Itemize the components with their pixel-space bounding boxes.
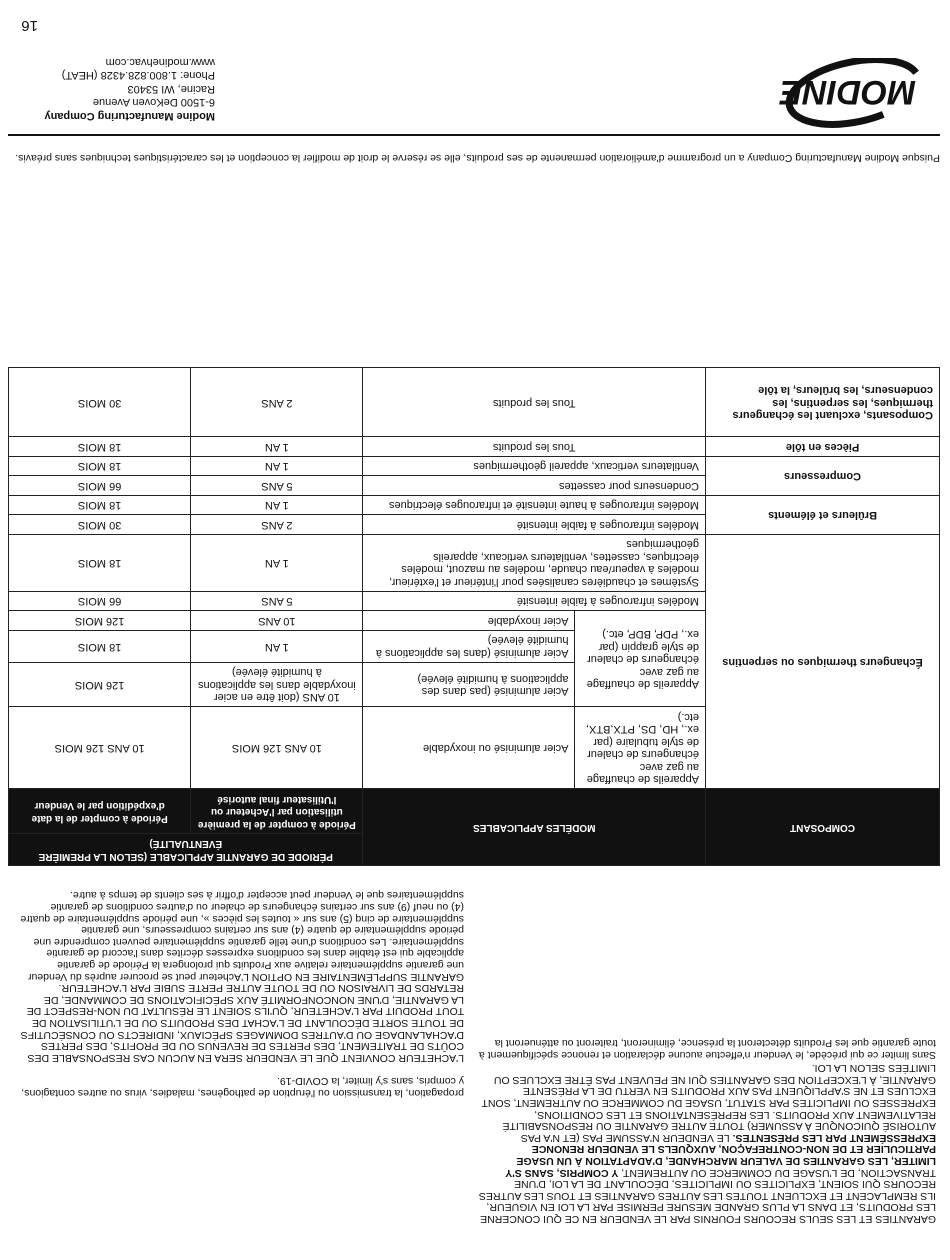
city-state: Racine, WI 53403	[127, 83, 215, 95]
period-ship-date: 126 MOIS	[9, 663, 191, 708]
page-number: 16	[21, 17, 38, 34]
model-cell: Acier inoxydable	[363, 611, 575, 631]
exclusion-text: GARANTIES ET LES SEULS RECOURS FOURNIS PAR LE VENDEUR EN CE QUI CONCERNE LES PRODUITS, ET DANS LA PLUS GRANDE MESURE PERMISE PAR LA LOI EN VIGUEUR, ILS REMPLACENT ET EXCLUENT TOUTES LES AUTRES GARANTIES ET TOUS LES AUTRES RECOURS QUI SOIENT, EXPLICITES OU IMPLICITES, DÉCOULANT DE LA LOI, D'UNE TRANSACTION, DE L'USAGE DU COMMERCE OU AUTREMENT,	[478, 1166, 936, 1225]
warranty-text-right-column	[14, 889, 464, 1098]
period-ship-date: 66 MOIS	[9, 592, 191, 612]
model-cell: Acier aluminisé (dans les applications à humidité élevée)	[363, 631, 575, 663]
pathogen-text: propagation, la transmission ou l'éruption de pathogènes, maladies, virus ou autres contagions, y compris, sans s'y limiter, la COVID-19.	[21, 1075, 464, 1099]
period-first-use: 1 AN	[191, 535, 363, 592]
period-ship-date: 18 MOIS	[9, 631, 191, 663]
model-cell: Ventilateurs verticaux, appareil géothermiques	[363, 457, 706, 477]
period-first-use: 1 AN	[191, 496, 363, 516]
model-cell: Modèles infrarouges à faible intensité	[363, 592, 706, 612]
company-name: Modine Manufacturing Company	[44, 110, 215, 122]
phone-number: Phone: 1.800.828.4328 (HEAT)	[61, 69, 215, 82]
header-models: MODÈLES APPLICABLES	[363, 789, 706, 866]
period-ship-date: 18 MOIS	[9, 535, 191, 592]
table-row	[9, 707, 940, 789]
period-first-use: 5 ANS	[191, 476, 363, 496]
model-cell: Modèles infrarouges à faible intensité	[363, 515, 706, 535]
website-link[interactable]: www.modinehvac.com	[105, 56, 215, 68]
period-ship-date: 126 MOIS	[9, 611, 191, 631]
period-ship-date: 18 MOIS	[9, 457, 191, 477]
footnote: Puisque Modine Manufacturing Company a un programme d'amélioration permanente de ses produits, elle se réserve le droit de modifier la conception et les caractéristiques techniques sans préavis.	[15, 152, 940, 164]
model-cell: Systèmes et chaudières canalisées pour l'intérieur et l'extérieur, modèles à vapeur/eau chaude, modèles au mazout, modèles électriques, cassettes, ventilateurs verticaux, appareils géothermiques	[363, 535, 706, 592]
liability-text: LE VENDEUR N'ASSUME PAS (ET N'A PAS AUTORISÉ QUICONQUE À ASSUMER) TOUTE AUTRE GARANTIE OU RESPONSABILITÉ RELATIVEMENT AUX PRODUITS. LES REPRÉSENTATIONS ET LES CONDITIONS, EXPRESSES OU IMPLICITES PAR STATUT, USAGE DU COMMERCE OU AUTREMENT, SONT EXCLUES ET NE S'APPLIQUENT PAS AUX PRODUITS EN VERTU DE LA PRÉSENTE GARANTIE, À L'EXCEPTION DES GARANTIES QUI NE PEUVENT PAS ÊTRE EXCLUES OU LIMITÉES SELON LA LOI.	[481, 1062, 936, 1144]
period-ship-date: 30 MOIS	[9, 515, 191, 535]
table-row	[9, 515, 940, 535]
period-ship-date: 30 MOIS	[9, 368, 191, 437]
detection-disclaimer: Sans limiter ce qui précède, le Vendeur n'effectue aucune déclaration et renonce spécifiquement à toute garantie que les Produits détecteront la présence, élimineront, traiteront ou atténueront la	[478, 1037, 936, 1061]
company-address	[5, 55, 215, 123]
table-row	[9, 476, 940, 496]
period-first-use: 2 ANS	[191, 368, 363, 437]
subtype-tubular: Appareils de chauffage au gaz avec échangeurs de chaleur de style tubulaire (par ex., HD, DS, PTX,BTX, etc.)	[575, 707, 706, 789]
table-row	[9, 368, 940, 437]
component-other: Composants, excluant les échangeurs thermiques, les serpentins, les condenseurs, les brûleurs, la tôle	[706, 368, 940, 437]
model-cell: Acier aluminisé (pas dans des applications à humidité élevée)	[363, 663, 575, 708]
period-first-use: 5 ANS	[191, 592, 363, 612]
model-cell: Tous les produits	[363, 437, 706, 457]
period-first-use: 1 AN	[191, 457, 363, 477]
component-compressors: Compresseurs	[706, 457, 940, 496]
warranty-table	[8, 368, 940, 867]
period-first-use: 10 ANS (doit être en acier inoxydable dans les applications à humidité élevée)	[191, 663, 363, 708]
period-first-use: 1 AN	[191, 437, 363, 457]
model-cell: Acier aluminisé ou inoxydable	[363, 707, 575, 789]
period-ship-date: 66 MOIS	[9, 476, 191, 496]
period-first-use: 1 AN	[191, 631, 363, 663]
header-component: COMPOSANT	[706, 789, 940, 866]
period-ship-date: 18 MOIS	[9, 496, 191, 516]
optional-warranty-text: GARANTIE SUPPLÉMENTAIRE EN OPTION L'Acheteur peut se procurer auprès du Vendeur une garantie supplémentaire relative aux Produits qui prolongera la Période de garantie applicable qui est établie dans les conditions expresses décrites dans l'accord de garantie supplémentaire. Les conditions d'une telle garantie supplémentaire peuvent comprendre une période supplémentaire de quatre (4) ans sur certains compresseurs, une garantie supplémentaire de cinq (5) ans sur « toutes les pièces », une période supplémentaire de quatre (4) ou neuf (9) ans sur certains échangeurs de chaleur ou d'autres conditions de garantie supplémentaires que le Vendeur peut accepter d'offrir à ses clients de temps à autre.	[20, 889, 464, 983]
street-address: 6-1500 DeKoven Avenue	[92, 96, 215, 109]
component-burners: Brûleurs et éléments	[706, 496, 940, 535]
disclaimer-bold-text: Y COMPRIS, SANS S'Y LIMITER, LES GARANTIES DE VALEUR MARCHANDE, D'ADAPTATION À UN USAGE PARTICULIER ET DE NON-CONTREFAÇON, AUXQUELS LE VENDEUR RENONCE EXPRESSÉMENT PAR LES PRÉSENTES.	[505, 1131, 936, 1179]
divider	[8, 134, 940, 136]
header-ship-date: Période à compter de la date d'expédition par le Vendeur	[9, 789, 191, 834]
model-cell: Tous les produits	[363, 368, 706, 437]
period-first-use: 10 ANS	[191, 611, 363, 631]
model-cell: Condenseurs pour cassettes	[363, 476, 706, 496]
table-row	[9, 437, 940, 457]
modine-logo	[712, 58, 932, 132]
component-heat-exchangers: Échangeurs thermiques ou serpentins	[706, 535, 940, 790]
consequential-damages-text: L'ACHETEUR CONVIENT QUE LE VENDEUR SERA EN AUCUN CAS RESPONSABLE DES COÛTS DE TRAITEMENT, DES PERTES DE REVENUS OU DE PROFITS, DES PERTES D'ACHALANDAGE OU D'AUTRES DOMMAGES SPÉCIAUX, INDIRECTS OU CONSÉCUTIFS DE TOUTE SORTE DÉCOULANT DE L'ACHAT DES PRODUITS OU DE L'UTILISATION DE TOUT PRODUIT PAR L'ACHETEUR, QU'ILS SOIENT LE RÉSULTAT DU NON-RESPECT DE LA GARANTIE, D'UNE NONCONFORMITÉ AUX SPÉCIFICATIONS DE COMMANDE, DE RETARDS DE LIVRAISON OU DE TOUTE AUTRE PERTE SUBIE PAR L'ACHETEUR.	[20, 982, 464, 1064]
model-cell: Modèles infrarouges à haute intensité et infrarouges électriques	[363, 496, 706, 516]
svg-text:MODINE: MODINE	[780, 73, 916, 111]
period-first-use: 10 ANS 126 MOIS	[191, 707, 363, 789]
component-sheet-metal: Pièces en tôle	[706, 437, 940, 457]
period-ship-date: 10 ANS 126 MOIS	[9, 707, 191, 789]
header-period: PÉRIODE DE GARANTIE APPLICABLE (SELON LA PREMIÈRE ÉVENTUALITÉ)	[9, 834, 364, 866]
subtype-clamshell: Appareils de chauffage au gaz avec échangeurs de chaleur de style grappin (par ex., PDP, BDP, etc.)	[575, 611, 706, 707]
header-first-use: Période à compter de la première utilisation par l'Acheteur ou l'Utilisateur final autorisé	[191, 789, 363, 834]
period-ship-date: 18 MOIS	[9, 437, 191, 457]
period-first-use: 2 ANS	[191, 515, 363, 535]
warranty-text-left-column	[476, 1037, 936, 1225]
